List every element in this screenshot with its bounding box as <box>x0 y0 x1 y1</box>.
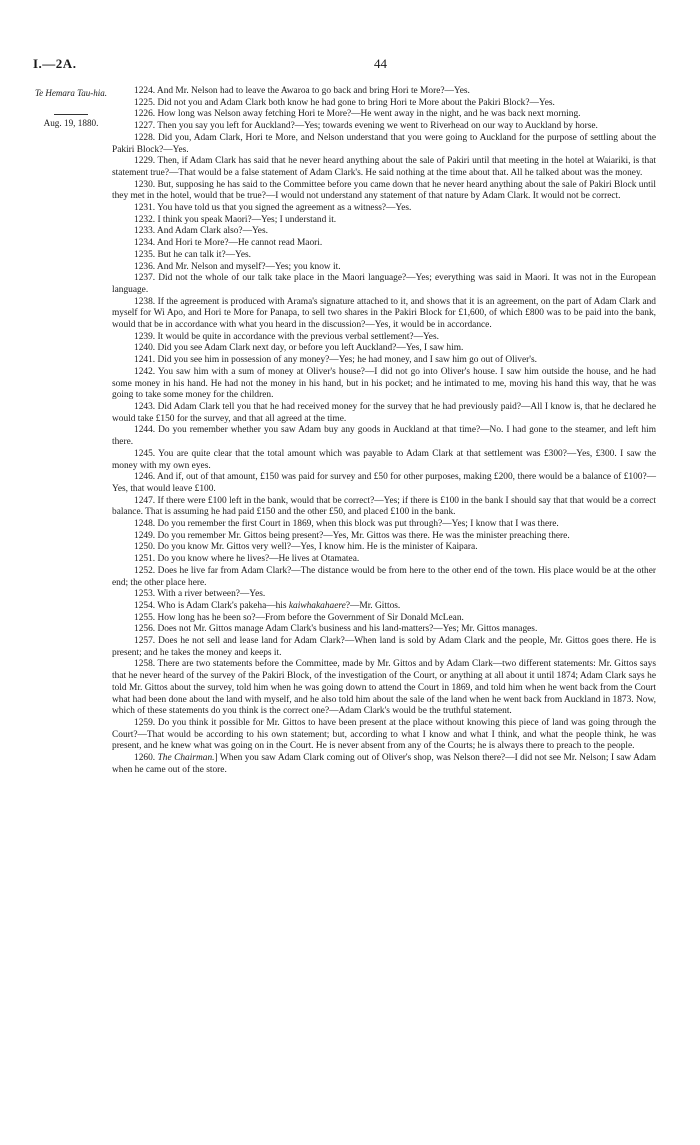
margin-divider <box>54 114 88 115</box>
question-paragraph: 1255. How long has he been so?—From before the Government of Sir Donald McLean. <box>134 612 464 623</box>
question-paragraph: 1240. Did you see Adam Clark next day, or before you left Auckland?—Yes, I saw him. <box>134 343 464 354</box>
question-paragraph: 1248. Do you remember the first Court in 1869, when this block was put through?—Yes; I know that I was there. <box>134 519 559 530</box>
question-paragraph: 1242. You saw him with a sum of money at Oliver's house?—I did not go into Oliver's house. I saw him outside the house, and he had some money in his hand. He had not the money in his hand, but in his pocket; and he intimated to me, moving his hand this way, that he was going to take some money for the children. <box>112 366 656 401</box>
question-paragraph: 1251. Do you know where he lives?—He lives at Otamatea. <box>134 554 360 565</box>
document-reference: I.—2A. <box>33 56 77 71</box>
question-paragraph: 1244. Do you remember whether you saw Adam buy any goods in Auckland at that time?—No. I had gone to the steamer, and left him there. <box>112 425 656 448</box>
question-paragraph: 1229. Then, if Adam Clark has said that he never heard anything about the sale of Pakiri until that meeting in the hotel at Waiariki, is that statement true?—That would be a false statement of Adam Clark's. He said nothing at the time about that. All he talked about was the money. <box>112 156 656 178</box>
question-paragraph: 1241. Did you see him in possession of any money?—Yes; he had money, and I saw him go out of Oliver's. <box>134 355 537 366</box>
testimony-body <box>112 86 656 776</box>
question-paragraph: 1231. You have told us that you signed the agreement as a witness?—Yes. <box>134 203 412 214</box>
question-paragraph: 1226. How long was Nelson away fetching Hori te More?—He went away in the night, and he was back next morning. <box>134 109 581 120</box>
question-paragraph: 1259. Do you think it possible for Mr. Gittos to have been present at the place without knowing this piece of land was going through the Court?—That would be according to his own statement; but, according to what I know and what I think, and what the people think, he was present, and he knew what was going on in the Court. He is never absent from any of the Courts; he is always there to preach to the people. <box>112 717 656 752</box>
question-paragraph: 1237. Did not the whole of our talk take place in the Maori language?—Yes; everything was said in Maori. It was not in the European language. <box>112 273 656 295</box>
margin-witness-name: Te Hemara Tau-hia. <box>34 88 108 98</box>
question-paragraph: 1253. With a river between?—Yes. <box>134 589 266 600</box>
question-paragraph: 1250. Do you know Mr. Gittos very well?—Yes, I know him. He is the minister of Kaipara. <box>134 542 478 553</box>
question-paragraph: 1256. Does not Mr. Gittos manage Adam Clark's business and his land-matters?—Yes; Mr. Gittos manages. <box>134 624 538 635</box>
question-paragraph: 1245. You are quite clear that the total amount which was payable to Adam Clark at that settlement was £300?—Yes, £300. I saw the money with my own eyes. <box>112 448 656 471</box>
question-paragraph: 1228. Did you, Adam Clark, Hori te More, and Nelson understand that you were going to Auckland for the purpose of settling about the Pakiri Block?—Yes. <box>112 132 656 155</box>
margin-date: Aug. 19, 1880. <box>43 118 99 128</box>
question-paragraph: 1233. And Adam Clark also?—Yes. <box>134 226 268 237</box>
question-paragraph: 1252. Does he live far from Adam Clark?—The distance would be from here to the other end of the town. His place would be at the other end; the other place here. <box>112 565 656 588</box>
question-paragraph: 1234. And Hori te More?—He cannot read Maori. <box>134 238 323 249</box>
question-paragraph: 1260. The Chairman.] When you saw Adam Clark coming out of Oliver's shop, was Nelson there?—I did not see Mr. Nelson; I saw Adam when he came out of the store. <box>112 753 657 775</box>
question-paragraph: 1225. Did not you and Adam Clark both know he had gone to bring Hori te More about the Pakiri Block?—Yes. <box>134 97 555 108</box>
page-number: 44 <box>374 56 387 71</box>
question-paragraph: 1236. And Mr. Nelson and myself?—Yes; you know it. <box>134 261 341 272</box>
question-paragraph: 1230. But, supposing he has said to the Committee before you came down that he never heard anything about the sale of Pakiri Block until they met in the hotel, would that be true?—I would not understand any statement of that nature by Adam Clark. It would not be correct. <box>112 179 656 202</box>
question-paragraph: 1258. There are two statements before the Committee, made by Mr. Gittos and by Adam Clark—two different statements: Mr. Gittos says that he never heard of the survey of the Pakiri Block, of the investigation of the Court, or anything at all about it until 1874; Adam Clark says he told Mr. Gittos about the survey, told him when he was going down to attend the Court in 1869, and told him when he went back from the Court what had been done about the land with myself, and he also told him about the sale of the land when he went back from Auckland in 1873. Now, which of these statements do you think is the correct one?—Adam Clark's would be the truthful statement. <box>112 659 656 717</box>
question-paragraph: 1257. Does he not sell and lease land for Adam Clark?—When land is sold by Adam Clark and the people, Mr. Gittos goes there. He is present; and he takes the money and keeps it. <box>112 636 656 658</box>
question-paragraph: 1239. It would be quite in accordance with the previous verbal settlement?—Yes. <box>134 331 439 342</box>
question-paragraph: 1254. Who is Adam Clark's pakeha—his kaiwhakahaere?—Mr. Gittos. <box>134 600 401 611</box>
question-paragraph: 1247. If there were £100 left in the bank, would that be correct?—Yes; if there is £100 in the bank I should say that that would be a correct balance. That is assuming he had paid £150 and the other £50, and placed £100 in the bank. <box>112 495 656 518</box>
question-paragraph: 1249. Do you remember Mr. Gittos being present?—Yes, Mr. Gittos was there. He was the minister preaching there. <box>134 530 570 541</box>
question-paragraph: 1224. And Mr. Nelson had to leave the Awaroa to go back and bring Hori te More?—Yes. <box>134 86 470 96</box>
question-paragraph: 1227. Then you say you left for Auckland?—Yes; towards evening we went to Riverhead on our way to Auckland by horse. <box>134 121 598 132</box>
question-paragraph: 1238. If the agreement is produced with Arama's signature attached to it, and shows that it is an agreement, on the part of Adam Clark and myself for Wi Apo, and Hori te More for Panapa, to sell two shares in the Pakiri Block for £1,600, of which £800 was to be paid into the bank, would that be in accordance with what you heard in the discussion?—Yes, it would be in accordance. <box>112 296 656 331</box>
question-paragraph: 1235. But he can talk it?—Yes. <box>134 249 252 260</box>
question-paragraph: 1246. And if, out of that amount, £150 was paid for survey and £50 for other purposes, making £200, there would be a balance of £100?—Yes, that would leave £100. <box>112 472 656 494</box>
question-paragraph: 1232. I think you speak Maori?—Yes; I understand it. <box>134 214 337 225</box>
question-paragraph: 1243. Did Adam Clark tell you that he had received money for the survey that he had previously paid?—All I know is, that he declared he would take £150 for the survey, and that all agreed at the time. <box>112 401 656 424</box>
